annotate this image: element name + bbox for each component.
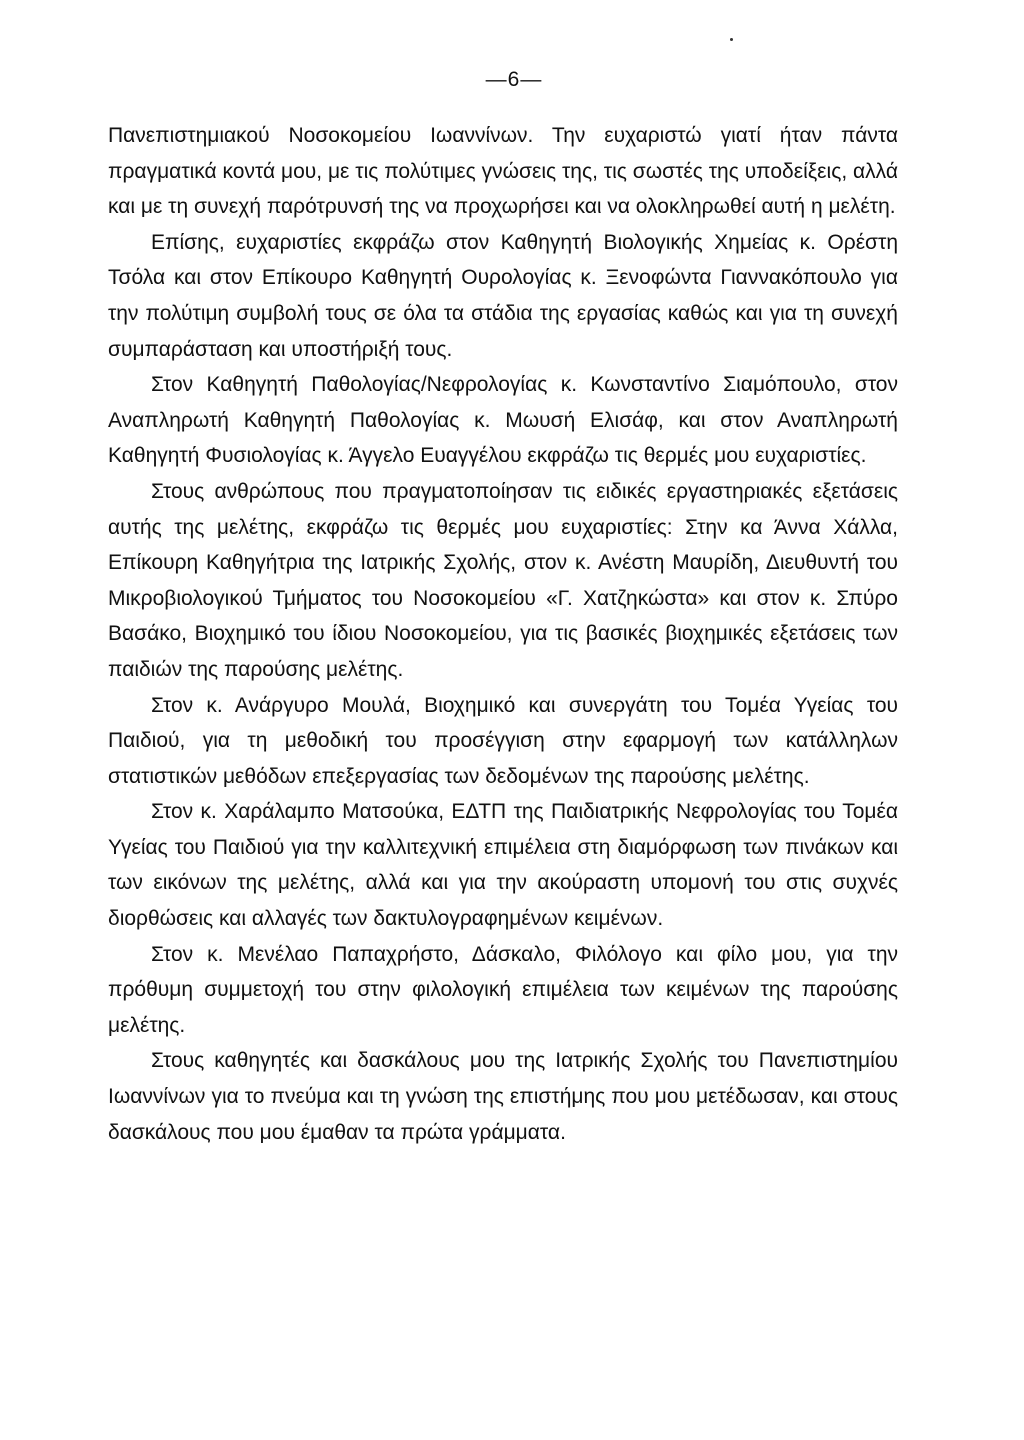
page-number: —6— bbox=[485, 68, 543, 91]
paragraph-artwork-thanks: Στον κ. Χαράλαμπο Ματσούκα, ΕΔΤΠ της Παιδιατρικής Νεφρολογίας του Τομέα Υγείας του Παιδιού για την καλλιτεχνική επιμέλεια στη διαμόρφωση των πινάκων και των εικόνων της μελέτης, αλλά και για την ακούραστη υπομονή του στις συχνές διορθώσεις και αλλαγές των δακτυλογραφημένων κειμένων. bbox=[108, 800, 898, 931]
paragraph-editing-thanks: Στον κ. Μενέλαο Παπαχρήστο, Δάσκαλο, Φιλόλογο και φίλο μου, για την πρόθυμη συμμετοχή του στην φιλολογική επιμέλεια των κειμένων της παρούσης μελέτης. bbox=[108, 942, 898, 1037]
paragraph-pathology-thanks: Στον Καθηγητή Παθολογίας/Νεφρολογίας κ. Κωνσταντίνο Σιαμόπουλο, στον Αναπληρωτή Καθηγητή Παθολογίας κ. Μωυσή Ελισάφ, και στον Αναπληρωτή Καθηγητή Φυσιολογίας κ. Άγγελο Ευαγγέλου εκφράζω τις θερμές μου ευχαριστίες. bbox=[108, 373, 898, 468]
paragraph-continuation: Πανεπιστημιακού Νοσοκομείου Ιωαννίνων. Την ευχαριστώ γιατί ήταν πάντα πραγματικά κοντά μου, με τις πολύτιμες γνώσεις της, τις σωστές της υποδείξεις, αλλά και με τη συνεχή παρότρυνσή της να προχωρήσει και να ολοκληρωθεί αυτή η μελέτη. bbox=[108, 124, 898, 219]
paragraph-biochemistry-thanks: Επίσης, ευχαριστίες εκφράζω στον Καθηγητή Βιολογικής Χημείας κ. Ορέστη Τσόλα και στον Επίκουρο Καθηγητή Ουρολογίας κ. Ξενοφώντα Γιαννακόπουλο για την πολύτιμη συμβολή τους σε όλα τα στάδια της εργασίας καθώς και για τη συνεχή συμπαράσταση και υποστήριξή τους. bbox=[108, 230, 898, 361]
acknowledgements-text bbox=[108, 118, 898, 1150]
paragraph-statistics-thanks: Στον κ. Ανάργυρο Μουλά, Βιοχημικό και συνεργάτη του Τομέα Υγείας του Παιδιού, για τη μεθοδική του προσέγγιση στην εφαρμογή των κατάλληλων στατιστικών μεθόδων επεξεργασίας των δεδομένων της παρούσης μελέτης. bbox=[108, 693, 898, 788]
paragraph-teachers-thanks: Στους καθηγητές και δασκάλους μου της Ιατρικής Σχολής του Πανεπιστημίου Ιωαννίνων για το πνεύμα και τη γνώση της επιστήμης που μου μετέδωσαν, και στους δασκάλους που μου έμαθαν τα πρώτα γράμματα. bbox=[108, 1049, 898, 1144]
paragraph-lab-tests-thanks: Στους ανθρώπους που πραγματοποίησαν τις ειδικές εργαστηριακές εξετάσεις αυτής της μελέτης, εκφράζω τις θερμές μου ευχαριστίες: Στην κα Άννα Χάλλα, Επίκουρη Καθηγήτρια της Ιατρικής Σχολής, στον κ. Ανέστη Μαυρίδη, Διευθυντή του Μικροβιολογικού Τμήματος του Νοσοκομείου «Γ. Χατζηκώστα» και στον κ. Σπύρο Βασάκο, Βιοχημικό του ίδιου Νοσοκομείου, για τις βασικές βιοχημικές εξετάσεις των παιδιών της παρούσης μελέτης. bbox=[108, 479, 898, 681]
scan-speck bbox=[730, 38, 733, 41]
